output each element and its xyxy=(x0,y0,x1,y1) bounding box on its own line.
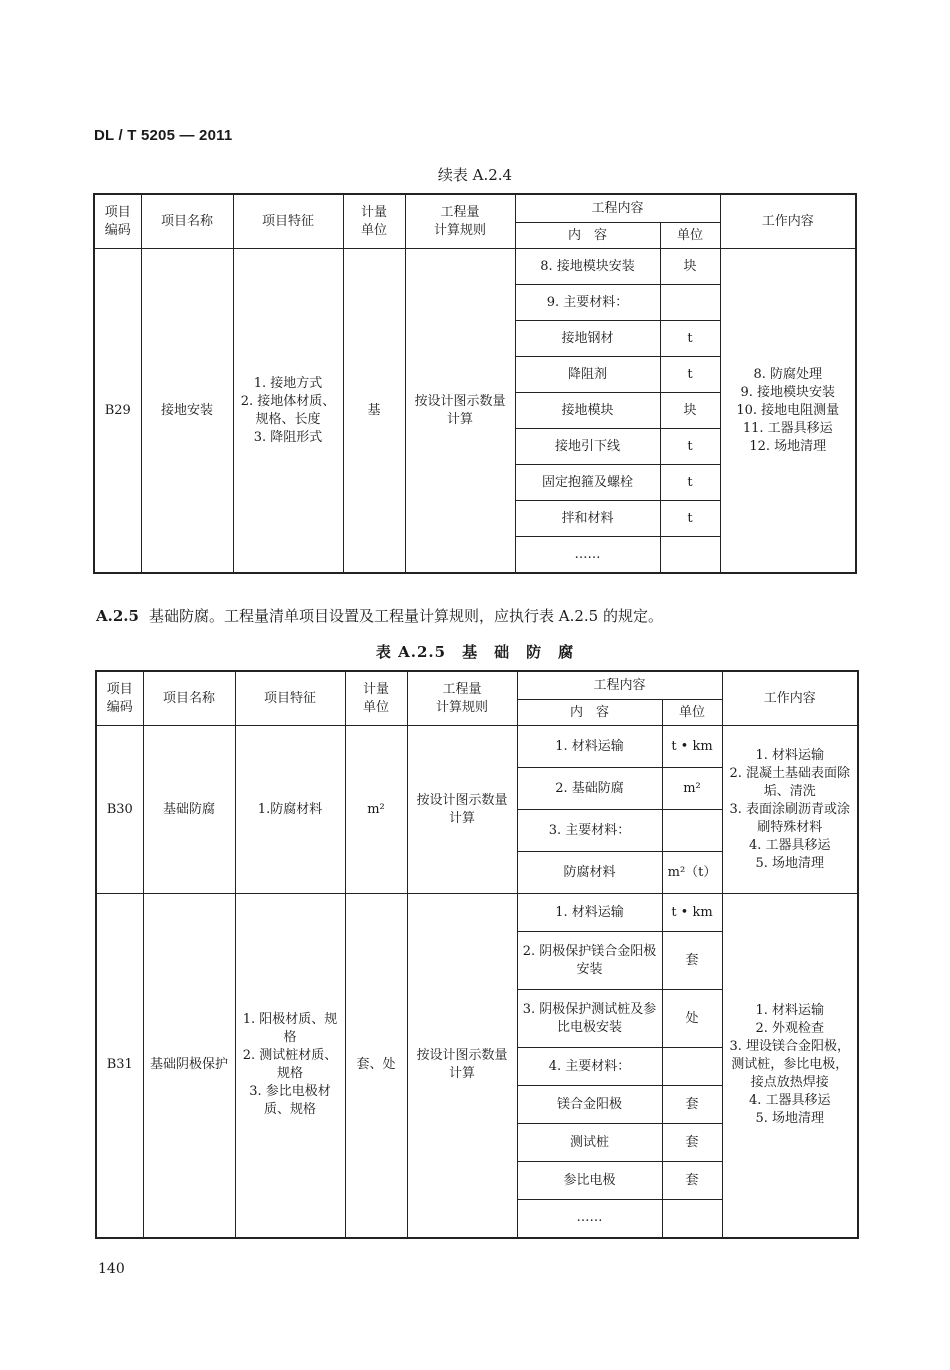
item-work: 1. 材料运输 2. 外观检查 3. 埋设镁合金阳极，测试桩，参比电极，接点放热焊接 4. 工器具移运 5. 场地清理 xyxy=(722,894,858,1238)
content-unit: 块 xyxy=(660,249,720,285)
header-feature: 项目特征 xyxy=(235,671,345,726)
content-item: 2. 阴极保护镁合金阳极安装 xyxy=(517,932,662,990)
clause-number: A.2.5 xyxy=(96,607,139,625)
header-work: 工作内容 xyxy=(722,671,858,726)
content-item: 3. 阴极保护测试桩及参比电极安装 xyxy=(517,990,662,1048)
item-code: B30 xyxy=(96,726,143,894)
content-unit xyxy=(662,810,722,852)
item-rule: 按设计图示数量计算 xyxy=(407,726,517,894)
item-feature: 1. 接地方式 2. 接地体材质、规格、长度 3. 降阻形式 xyxy=(233,249,343,574)
content-unit xyxy=(660,537,720,574)
content-item: 8. 接地模块安装 xyxy=(515,249,660,285)
content-unit: 套 xyxy=(662,1124,722,1162)
item-name: 接地安装 xyxy=(141,249,233,574)
item-feature: 1. 阳极材质、规格 2. 测试桩材质、规格 3. 参比电极材质、规格 xyxy=(235,894,345,1238)
content-item: 接地模块 xyxy=(515,393,660,429)
header-content-unit: 单位 xyxy=(662,700,722,726)
content-item: 拌和材料 xyxy=(515,501,660,537)
document-code: DL / T 5205 — 2011 xyxy=(94,127,233,144)
content-unit: t xyxy=(660,501,720,537)
content-unit xyxy=(660,285,720,321)
content-item: 防腐材料 xyxy=(517,852,662,894)
content-unit: m² xyxy=(662,768,722,810)
item-work: 1. 材料运输 2. 混凝土基础表面除垢、清洗 3. 表面涂刷沥青或涂刷特殊材料 4. 工器具移运 5. 场地清理 xyxy=(722,726,858,894)
table-a-2-5 xyxy=(95,670,859,1239)
item-rule: 按设计图示数量计算 xyxy=(405,249,515,574)
header-name: 项目名称 xyxy=(141,194,233,249)
content-unit: t xyxy=(660,429,720,465)
content-item: 1. 材料运输 xyxy=(517,894,662,932)
content-unit: 块 xyxy=(660,393,720,429)
content-item: 测试桩 xyxy=(517,1124,662,1162)
item-unit: 套、处 xyxy=(345,894,407,1238)
content-item: 降阻剂 xyxy=(515,357,660,393)
header-code: 项目 编码 xyxy=(96,671,143,726)
header-content-group: 工程内容 xyxy=(517,671,722,700)
item-rule: 按设计图示数量计算 xyxy=(407,894,517,1238)
header-content-unit: 单位 xyxy=(660,223,720,249)
content-item: 镁合金阳极 xyxy=(517,1086,662,1124)
content-item: 接地引下线 xyxy=(515,429,660,465)
table-caption: 续表 A.2.4 xyxy=(437,166,513,184)
item-code: B29 xyxy=(94,249,141,574)
item-unit: m² xyxy=(345,726,407,894)
content-unit: 套 xyxy=(662,932,722,990)
header-feature: 项目特征 xyxy=(233,194,343,249)
header-unit: 计量 单位 xyxy=(343,194,405,249)
header-rule: 工程量 计算规则 xyxy=(407,671,517,726)
header-name: 项目名称 xyxy=(143,671,235,726)
item-name: 基础防腐 xyxy=(143,726,235,894)
header-rule: 工程量 计算规则 xyxy=(405,194,515,249)
content-item: 9. 主要材料： xyxy=(515,285,660,321)
header-content-item: 内 容 xyxy=(515,223,660,249)
item-work: 8. 防腐处理 9. 接地模块安装 10. 接地电阻测量 11. 工器具移运 12. 场地清理 xyxy=(720,249,856,574)
header-content-group: 工程内容 xyxy=(515,194,720,223)
content-item: 参比电极 xyxy=(517,1162,662,1200)
content-unit xyxy=(662,1200,722,1238)
content-unit: t xyxy=(660,465,720,501)
clause-paragraph xyxy=(96,605,663,626)
item-name: 基础阴极保护 xyxy=(143,894,235,1238)
content-unit: t • km xyxy=(662,726,722,768)
content-item: 1. 材料运输 xyxy=(517,726,662,768)
content-item: 接地钢材 xyxy=(515,321,660,357)
header-code: 项目 编码 xyxy=(94,194,141,249)
table-caption: 表 A.2.5 基 础 防 腐 xyxy=(375,643,575,661)
content-item: …… xyxy=(517,1200,662,1238)
continued-table-a-2-4 xyxy=(93,193,857,574)
content-unit: t xyxy=(660,321,720,357)
content-unit: t xyxy=(660,357,720,393)
content-item: 2. 基础防腐 xyxy=(517,768,662,810)
content-unit: t • km xyxy=(662,894,722,932)
content-item: 4. 主要材料： xyxy=(517,1048,662,1086)
content-unit xyxy=(662,1048,722,1086)
header-work: 工作内容 xyxy=(720,194,856,249)
header-content-item: 内 容 xyxy=(517,700,662,726)
content-unit: 处 xyxy=(662,990,722,1048)
content-unit: 套 xyxy=(662,1162,722,1200)
content-item: 固定抱箍及螺栓 xyxy=(515,465,660,501)
page-number: 140 xyxy=(98,1261,125,1277)
item-unit: 基 xyxy=(343,249,405,574)
content-item: 3. 主要材料： xyxy=(517,810,662,852)
content-unit: m²（t） xyxy=(662,852,722,894)
item-feature: 1.防腐材料 xyxy=(235,726,345,894)
content-unit: 套 xyxy=(662,1086,722,1124)
item-code: B31 xyxy=(96,894,143,1238)
content-item: …… xyxy=(515,537,660,574)
header-unit: 计量 单位 xyxy=(345,671,407,726)
clause-text: 基础防腐。工程量清单项目设置及工程量计算规则，应执行表 A.2.5 的规定。 xyxy=(148,607,663,625)
